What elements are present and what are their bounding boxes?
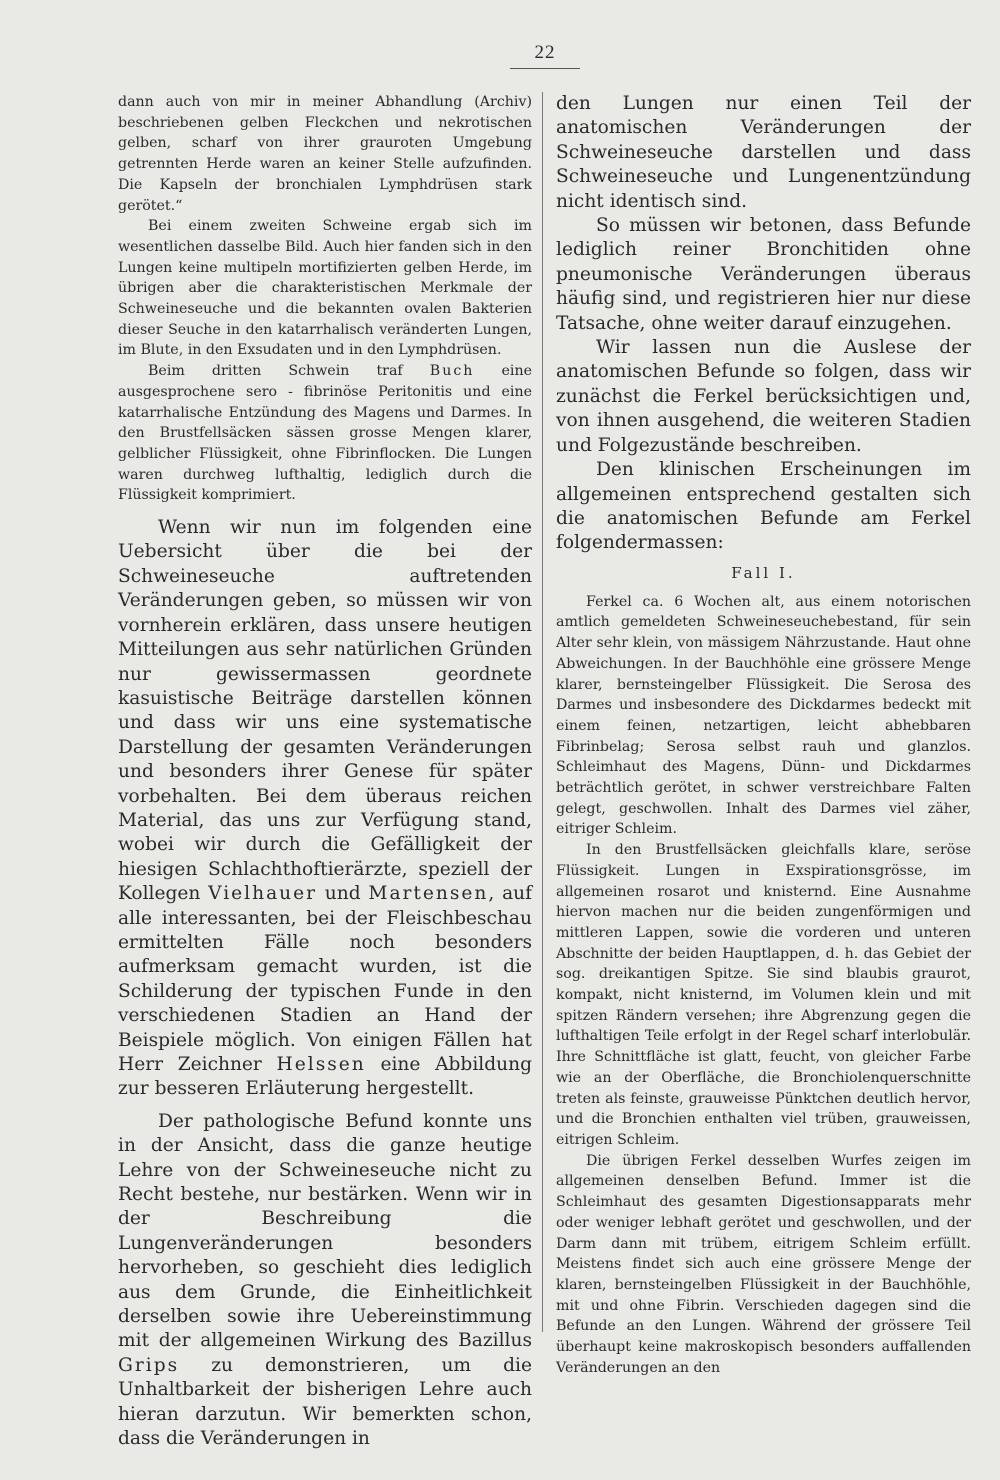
- paragraph: Wir lassen nun die Auslese der anatomischen Befunde so folgen, dass wir zunächst die Ferkel berücksichtigen und, von ihnen ausgehend, die weiteren Stadien und Folgezustände beschreiben.: [556, 337, 971, 456]
- person-name: Grips: [118, 1354, 180, 1376]
- main-text-section: [556, 92, 971, 556]
- text-span: zu demonstrieren, um die Unhaltbarkeit der bisherigen Lehre auch hieran darzutun. Wir bemerkten schon, dass die Veränderungen in: [118, 1354, 532, 1450]
- paragraph: In den Brustfellsäcken gleichfalls klare, seröse Flüssigkeit. Lungen in Exspirationsgrösse, im allgemeinen rosarot und knisternd. Eine Ausnahme hiervon machen nur die beiden zungenförmigen und mittleren Lappen, sowie die vorderen und unteren Abschnitte der beiden Hauptlappen, d. h. das Gebiet der sog. dreikantigen Spitze. Sie sind blaubis graurot, kompakt, nicht knisternd, im Volumen klein und mit spitzen Rändern versehen; ihre Abgrenzung gegen die lufthaltigen Teile erfolgt in der Regel scharf interlobulär. Ihre Schnittfläche ist glatt, feucht, von gleicher Farbe wie an der Oberfläche, die Bronchiolenquerschnitte treten als feinste, grauweisse Pünktchen deutlich hervor, und die Bronchien enthalten viel trüben, grauweissen, eitrigen Schleim.: [556, 842, 971, 1148]
- paragraph: Bei einem zweiten Schweine ergab sich im wesentlichen dasselbe Bild. Auch hier fanden sich in den Lungen keine multipeln mortifizierten gelben Herde, im übrigen aber die charakteristischen Merkmale der Schweineseuche und die bekannten ovalen Bakterien dieser Seuche in den katarrhalisch veränderten Lungen, im Blute, in den Exsudaten und in den Lymphdrüsen.: [118, 218, 532, 359]
- case-section: [556, 592, 971, 1379]
- left-column: [118, 92, 532, 1452]
- person-name: Helssen: [276, 1054, 366, 1075]
- person-name: Martensen: [368, 883, 489, 905]
- column-divider: [542, 92, 543, 1332]
- paragraph: Den klinischen Erscheinungen im allgemeinen entsprechend gestalten sich die anatomischen Befunde am Ferkel folgendermassen:: [556, 459, 971, 554]
- paragraph: Ferkel ca. 6 Wochen alt, aus einem notorischen amtlich gemeldeten Schweineseuchebestand, für sein Alter sehr klein, von mässigem Nährzustande. Haut ohne Abweichungen. In der Bauchhöhle eine grössere Menge klarer, bernsteingelber Flüssigkeit. Die Serosa des Darmes und insbesondere des Dickdarmes bedeckt mit einem feinen, netzartigen, leicht abhebbaren Fibrinbelag; Serosa selbst rauh und glanzlos. Schleimhaut des Magens, Dünn- und Dickdarmes beträchtlich gerötet, in schwer verstreichbare Falten gelegt, geschwollen. Inhalt des Darmes viel zäher, eitriger Schleim.: [556, 593, 971, 838]
- main-text-section: [118, 516, 532, 1451]
- right-column: [556, 92, 971, 1378]
- text-span: eine ausgesprochene sero - fibrinöse Peritonitis und eine katarrhalische Entzündung des Magens und Darmes. In den Brustfellsäcken sässen grosse Mengen klarer, gelblicher Flüssigkeit, ohne Fibrinflocken. Die Lungen waren durchweg lufthaltig, lediglich durch die Flüssigkeit komprimiert.: [118, 363, 532, 504]
- spacer: [118, 506, 532, 516]
- spacer: [118, 1102, 532, 1110]
- section-heading: Fall I.: [731, 563, 796, 582]
- text-span: und: [317, 883, 369, 905]
- paragraph: So müssen wir betonen, dass Befunde lediglich reiner Bronchitiden ohne pneumonische Veränderungen überaus häufig sind, und registrieren hier nur diese Tatsache, ohne weiter darauf einzugehen.: [556, 215, 971, 334]
- person-name: Vielhauer: [208, 883, 318, 905]
- paragraph: [118, 1110, 532, 1452]
- text-span: , auf alle interessanten, bei der Fleischbeschau ermittelten Fälle noch besonders aufmerksam gemacht wurden, ist die Schilderung der typischen Funde in den verschiedenen Stadien an Hand der Beispiele möglich. Von einigen Fällen hat Herr Zeichner: [118, 883, 533, 1075]
- author-name: Buch: [429, 363, 475, 380]
- paragraph: dann auch von mir in meiner Abhandlung (Archiv) beschriebenen gelben Fleckchen und nekrotischen gelben, scharf von ihrer grauroten Umgebung getrennten Herde waren an keiner Stelle aufzufinden. Die Kapseln der bronchialen Lymphdrüsen stark gerötet.“: [118, 94, 532, 214]
- paragraph: Die übrigen Ferkel desselben Wurfes zeigen im allgemeinen denselben Befund. Immer ist die Schleimhaut des gesamten Digestionsapparats mehr oder weniger lebhaft gerötet und geschwollen, und der Darm dann mit trübem, eitrigem Schleim erfüllt. Meistens findet sich auch eine grössere Menge der klaren, bernsteingelben Flüssigkeit in der Bauchhöhle, mit und ohne Fibrin. Verschieden dagegen sind die Befunde an den Lungen. Während der grössere Teil überhaupt keine makroskopisch besonders auffallenden Veränderungen an den: [556, 1152, 971, 1376]
- page-number: 22: [510, 42, 580, 69]
- paragraph: [118, 361, 532, 506]
- paragraph: den Lungen nur einen Teil der anatomischen Veränderungen der Schweineseuche darstellen und dass Schweineseuche und Lungenentzündung nicht identisch sind.: [556, 93, 971, 212]
- quoted-section: [118, 92, 532, 506]
- text-span: eine Abbildung zur besseren Erläuterung hergestellt.: [118, 1054, 532, 1100]
- text-span: Wenn wir nun im folgenden eine Uebersicht über die bei der Schweineseuche auftretenden Veränderungen geben, so müssen wir von vornherein erklären, dass unsere heutigen Mitteilungen aus sehr natürlichen Gründen nur gewissermassen geordnete kasuistische Beiträge darstellen können und dass wir uns eine systematische Darstellung der gesamten Veränderungen und besonders ihrer Genese für später vorbehalten. Bei dem überaus reichen Material, das uns zur Verfügung stand, wobei wir durch die Gefälligkeit der hiesigen Schlachthoftierärzte, speziell der Kollegen: [118, 517, 532, 905]
- paragraph: [118, 516, 532, 1102]
- text-span: Beim dritten Schwein traf: [148, 363, 430, 380]
- text-span: Der pathologische Befund konnte uns in der Ansicht, dass die ganze heutige Lehre von der Schweineseuche nicht zu Recht bestehe, nur bestärken. Wenn wir in der Beschreibung die Lungenveränderungen besonders hervorheben, so geschieht dies lediglich aus dem Grunde, die Einheitlichkeit derselben sowie ihre Uebereinstimmung mit der allgemeinen Wirkung des Bazillus: [118, 1110, 532, 1352]
